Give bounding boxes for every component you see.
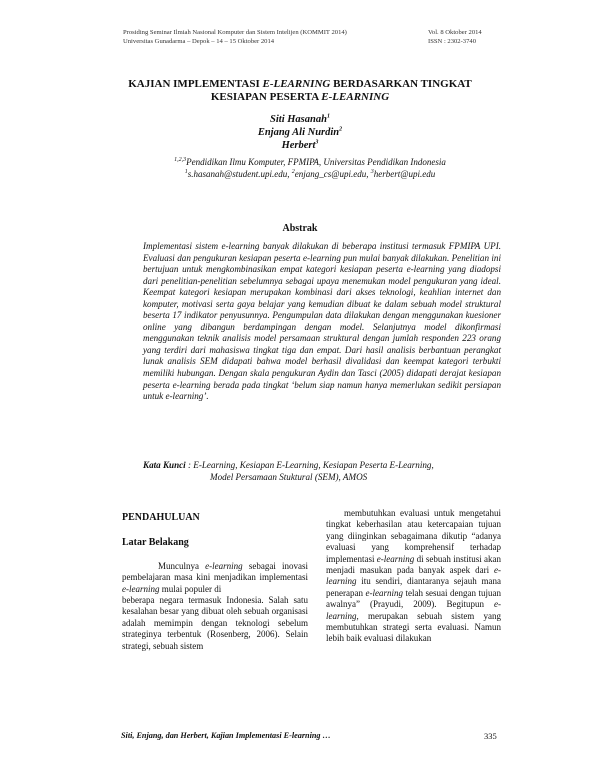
issn-info: ISSN : 2302-3740 — [428, 37, 476, 45]
page-number: 335 — [484, 731, 497, 741]
paragraph-italic: e-learning — [326, 565, 501, 587]
paragraph-text: , merupakan sebuah sistem yang membutuhkan strategi serta evaluasi. Namun lebih baik evaluasi dilakukan — [326, 610, 501, 644]
affiliation-block — [110, 156, 510, 180]
conference-venue: Universitas Gunadarma – Depok – 14 – 15 Oktober 2014 — [123, 37, 275, 45]
author-2 — [60, 126, 540, 139]
paper-title — [60, 78, 540, 104]
author-sup: 1 — [326, 113, 330, 120]
author-sup: 3 — [315, 139, 319, 146]
paragraph: beberapa negara termasuk Indonesia. Salah satu kesalahan besar yang dibuat oleh sebuah organisasi adalah memimpin dengan teknologi sebelum strateginya terbentuk (Rosenberg, 2006). Selain strategi, sebuah sistem — [122, 595, 308, 651]
paragraph-italic: e-learning — [376, 553, 415, 564]
title-italic: E-LEARNING — [262, 78, 331, 90]
institution-name: Pendidikan Ilmu Komputer, FPMIPA, Universitas Pendidikan Indonesia — [186, 157, 446, 167]
author-name: Enjang Ali Nurdin — [257, 127, 340, 138]
email-2: enjang_cs@upi.edu, — [294, 169, 371, 179]
author-3 — [60, 139, 540, 152]
paragraph-text: di sebuah institusi akan menjadi masukan pada banyak aspek dari — [326, 553, 501, 576]
email-sup: 1 — [184, 169, 188, 175]
paragraph-text: membutuhkan evaluasi untuk mengetahui tingkat keberhasilan atau ketercapaian tujuan yang diinginkan sebagaimana dikutip “adanya evaluasi yang komprehensif terhadap implementasi — [326, 508, 501, 564]
paragraph — [326, 508, 501, 645]
paragraph-text: sebagai inovasi pembelajaran masa kini menjadikan implementasi — [122, 560, 308, 583]
keywords-line-2: Model Persamaan Stuktural (SEM), AMOS — [210, 471, 368, 482]
paragraph-italic: e-learning — [365, 587, 403, 598]
section-heading: PENDAHULUAN — [122, 512, 200, 523]
paragraph — [122, 561, 308, 595]
affiliation-institution — [110, 156, 510, 168]
running-header-right — [428, 29, 482, 46]
conference-name: Prosiding Seminar Ilmiah Nasional Komputer dan Sistem Intelijen (KOMMIT 2014) — [123, 29, 347, 36]
author-name: Siti Hasanah — [270, 114, 327, 125]
paragraph-italic: e-learning — [205, 560, 243, 571]
title-text: BERDASARKAN TINGKAT — [330, 78, 472, 90]
paragraph-text: Munculnya — [158, 560, 206, 571]
affiliation-emails — [110, 168, 510, 180]
title-line-1 — [60, 78, 540, 91]
paragraph-text: telah sesuai dengan tujuan awalnya” (Prayudi, 2009). Begitupun — [326, 587, 501, 610]
keywords-label: Kata Kunci — [143, 460, 186, 470]
paragraph-italic: e-learning — [122, 583, 160, 594]
email-3: herbert@upi.edu — [373, 169, 436, 179]
body-column-right — [326, 508, 501, 645]
keywords — [143, 460, 513, 483]
affiliation-sup: 1,2,3 — [174, 157, 187, 163]
paragraph-italic: e-learning — [326, 599, 501, 621]
title-text: KAJIAN IMPLEMENTASI — [128, 78, 263, 90]
email-1: s.hasanah@student.upi.edu, — [187, 169, 292, 179]
volume-info: Vol. 8 Oktober 2014 — [428, 29, 482, 36]
running-header-left — [123, 29, 347, 46]
email-sup: 3 — [370, 169, 374, 175]
running-footer: Siti, Enjang, dan Herbert, Kajian Implementasi E-learning … — [121, 731, 331, 740]
paragraph-text: mulai populer di — [159, 583, 222, 594]
author-sup: 2 — [339, 126, 343, 133]
author-name: Herbert — [281, 140, 316, 151]
email-sup: 2 — [291, 169, 295, 175]
author-list — [60, 113, 540, 152]
title-line-2 — [60, 91, 540, 104]
paragraph-text: itu sendiri, diantaranya sejauh mana penerapan — [326, 576, 501, 598]
keywords-line-1: : E-Learning, Kesiapan E-Learning, Kesiapan Peserta E-Learning, — [185, 460, 434, 470]
subsection-heading: Latar Belakang — [122, 537, 189, 549]
abstract-text: Implementasi sistem e-learning banyak dilakukan di beberapa institusi termasuk FPMIPA UPI. Evaluasi dan pengukuran kesiapan peserta e-learning pun mulai banyak dilakukan. Penelitian ini bertujuan untuk mengkombinasikan empat kategori kesiapan peserta e-learning yang diadopsi dari penelitian-penelitian sebelumnya sebagai upaya menemukan model pengukuran yang ideal. Keempat kategori kesiapan merupakan kombinasi dari akses teknologi, keahlian internet dan komputer, motivasi serta gaya belajar yang kemudian dibuat ke dalam sebuah model struktural beserta 17 indikator penyusunnya. Pengumpulan data dilakukan dengan menggunakan kuesioner online yang dibangun berdampingan dengan model. Selanjutnya model dikonfirmasi menggunakan teknik analisis model persamaan struktural dengan jumlah responden 223 orang yang terdiri dari mahasiswa tingkat tiga dan empat. Dari hasil analisis berbantuan perangkat lunak analisis SEM didapati bahwa model berhasil divalidasi dan keempat kategori terbukti memiliki hubungan. Dengan skala pengukuran Aydin dan Tasci (2005) didapati derajat kesiapan peserta e-learning berada pada tingkat ‘belum siap namun hanya memerlukan sedikit persiapan untuk e-learning’. — [143, 241, 501, 402]
body-column-left — [122, 512, 308, 652]
author-1 — [60, 113, 540, 126]
title-italic: E-LEARNING — [321, 91, 390, 103]
abstract-heading: Abstrak — [282, 223, 318, 234]
title-text: KESIAPAN PESERTA — [210, 91, 322, 103]
